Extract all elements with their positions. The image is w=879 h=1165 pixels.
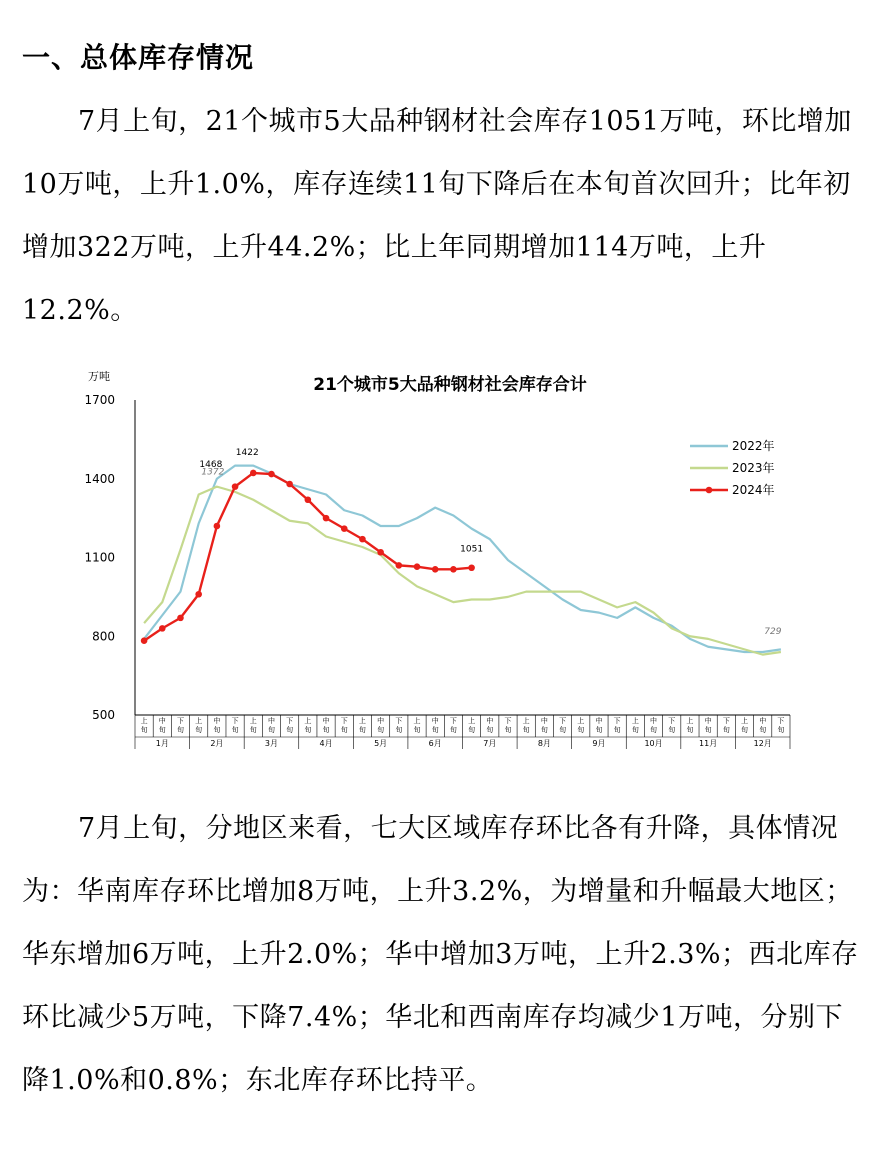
x-month-label: 10月	[644, 739, 663, 748]
x-period-label-2: 旬	[413, 726, 421, 734]
x-period-label-2: 旬	[668, 726, 676, 734]
x-period-label-2: 旬	[486, 726, 494, 734]
x-month-label: 2月	[210, 739, 224, 748]
x-period-label-2: 旬	[158, 726, 166, 734]
x-period-label: 上	[413, 717, 421, 725]
x-month-label: 12月	[753, 739, 772, 748]
data-label: 1051	[460, 544, 484, 555]
legend-label: 2023年	[732, 461, 775, 475]
x-period-label-2: 旬	[449, 726, 457, 734]
x-period-label: 中	[158, 717, 166, 725]
x-period-label-2: 旬	[213, 726, 221, 734]
x-period-label-2: 旬	[650, 726, 658, 734]
x-month-label: 5月	[374, 739, 388, 748]
x-period-label: 中	[650, 717, 658, 725]
x-period-label-2: 旬	[431, 726, 439, 734]
x-period-label: 上	[522, 717, 530, 725]
x-period-label: 下	[559, 717, 567, 725]
inventory-line-chart	[80, 360, 800, 760]
x-period-label-2: 旬	[304, 726, 312, 734]
y-axis-unit: 万吨	[88, 370, 110, 383]
x-month-label: 7月	[483, 739, 497, 748]
x-period-label-2: 旬	[340, 726, 348, 734]
x-period-label-2: 旬	[704, 726, 712, 734]
series-point	[414, 563, 421, 570]
series-point	[195, 591, 202, 598]
x-month-label: 6月	[428, 739, 442, 748]
x-period-label: 中	[595, 717, 603, 725]
series-point	[250, 470, 257, 477]
x-month-label: 8月	[537, 739, 551, 748]
x-period-label: 上	[577, 717, 585, 725]
x-period-label-2: 旬	[231, 726, 239, 734]
x-period-label-2: 旬	[613, 726, 621, 734]
series-point	[286, 481, 293, 488]
x-period-label-2: 旬	[176, 726, 184, 734]
x-period-label: 下	[504, 717, 512, 725]
x-period-label: 下	[395, 717, 403, 725]
x-period-label-2: 旬	[522, 726, 530, 734]
data-label: 1372	[201, 467, 225, 478]
x-month-label: 3月	[264, 739, 279, 748]
x-period-label: 上	[249, 717, 257, 725]
series-point	[323, 515, 330, 522]
x-month-label: 9月	[592, 739, 606, 748]
x-period-label-2: 旬	[577, 726, 585, 734]
y-tick-label: 1400	[84, 471, 115, 486]
x-period-label-2: 旬	[286, 726, 294, 734]
x-period-label-2: 旬	[504, 726, 512, 734]
legend-marker	[706, 487, 713, 494]
x-period-label-2: 旬	[631, 726, 639, 734]
x-period-label: 下	[668, 717, 676, 725]
y-tick-label: 1100	[84, 550, 115, 565]
x-period-label-2: 旬	[559, 726, 567, 734]
series-point	[450, 566, 457, 573]
series-point	[305, 496, 312, 503]
x-month-label: 1月	[155, 739, 169, 748]
x-period-label-2: 旬	[468, 726, 476, 734]
chart-series-group	[141, 448, 782, 655]
x-period-label-2: 旬	[249, 726, 257, 734]
y-tick-label: 800	[92, 629, 115, 644]
x-period-label: 上	[741, 717, 749, 725]
data-label: 1468	[199, 459, 223, 470]
legend-label: 2024年	[732, 483, 775, 497]
x-period-label-2: 旬	[741, 726, 749, 734]
series-point	[177, 615, 184, 622]
series-point	[341, 525, 348, 532]
x-period-label: 上	[468, 717, 476, 725]
series-point	[268, 471, 275, 478]
section-heading: 一、总体库存情况	[22, 41, 255, 74]
x-period-label-2: 旬	[722, 726, 730, 734]
series-point	[396, 562, 403, 569]
x-period-label: 上	[686, 717, 694, 725]
x-period-label: 中	[486, 717, 494, 725]
x-period-label-2: 旬	[358, 726, 366, 734]
series-point	[359, 536, 366, 543]
series-point	[432, 566, 439, 573]
x-period-label: 上	[631, 717, 639, 725]
x-period-label-2: 旬	[395, 726, 403, 734]
x-period-label-2: 旬	[377, 726, 385, 734]
x-period-label-2: 旬	[322, 726, 330, 734]
x-period-label: 下	[449, 717, 457, 725]
series-point	[232, 483, 239, 490]
series-line	[144, 487, 781, 655]
series-point	[141, 637, 148, 644]
data-label: 729	[764, 627, 782, 637]
x-period-label: 上	[140, 717, 148, 725]
x-period-label: 上	[358, 717, 366, 725]
x-period-label-2: 旬	[195, 726, 203, 734]
x-period-label-2: 旬	[777, 726, 785, 734]
x-period-label: 中	[377, 717, 385, 725]
x-period-label: 中	[267, 717, 275, 725]
x-month-label: 4月	[319, 739, 333, 748]
x-period-label: 上	[195, 717, 203, 725]
x-period-label: 上	[304, 717, 312, 725]
series-point	[468, 564, 475, 571]
x-period-label: 中	[322, 717, 330, 725]
x-period-label: 下	[722, 717, 730, 725]
series-point	[377, 549, 384, 556]
chart-legend	[690, 438, 775, 497]
x-period-label-2: 旬	[759, 726, 767, 734]
x-period-label-2: 旬	[595, 726, 603, 734]
legend-label: 2022年	[732, 439, 775, 453]
series-point	[214, 523, 221, 530]
x-period-label: 下	[231, 717, 239, 725]
chart-title: 21个城市5大品种钢材社会库存合计	[313, 375, 587, 395]
series-point	[159, 625, 166, 632]
x-period-label: 下	[176, 717, 184, 725]
x-period-label-2: 旬	[140, 726, 148, 734]
x-period-label-2: 旬	[267, 726, 275, 734]
regional-paragraph: 7月上旬，分地区来看，七大区域库存环比各有升降，具体情况为：华南库存环比增加8万吨，上升3.2%，为增量和升幅最大地区；华东增加6万吨，上升2.0%；华中增加3万吨，上升2.3%；西北库存环比减少5万吨，下降7.4%；华北和西南库存均减少1万吨，分别下降1.0%和0.8%；东北库存环比持平。	[22, 813, 859, 1096]
x-period-label-2: 旬	[540, 726, 548, 734]
x-period-label: 下	[777, 717, 785, 725]
x-period-label: 中	[213, 717, 221, 725]
x-period-label-2: 旬	[686, 726, 694, 734]
x-period-label: 下	[286, 717, 294, 725]
x-period-label: 中	[431, 717, 439, 725]
summary-paragraph: 7月上旬，21个城市5大品种钢材社会库存1051万吨，环比增加10万吨，上升1.0%，库存连续11旬下降后在本旬首次回升；比年初增加322万吨，上升44.2%；比上年同期增加114万吨，上升12.2%。	[22, 106, 852, 326]
x-month-label: 11月	[699, 739, 718, 748]
y-tick-label: 500	[92, 708, 115, 722]
x-period-label: 中	[759, 717, 767, 725]
x-period-label: 下	[613, 717, 621, 725]
x-period-label: 中	[704, 717, 712, 725]
x-period-label: 下	[340, 717, 348, 725]
y-tick-label: 1700	[84, 393, 115, 407]
data-label: 1422	[235, 447, 259, 458]
x-period-label: 中	[540, 717, 548, 725]
